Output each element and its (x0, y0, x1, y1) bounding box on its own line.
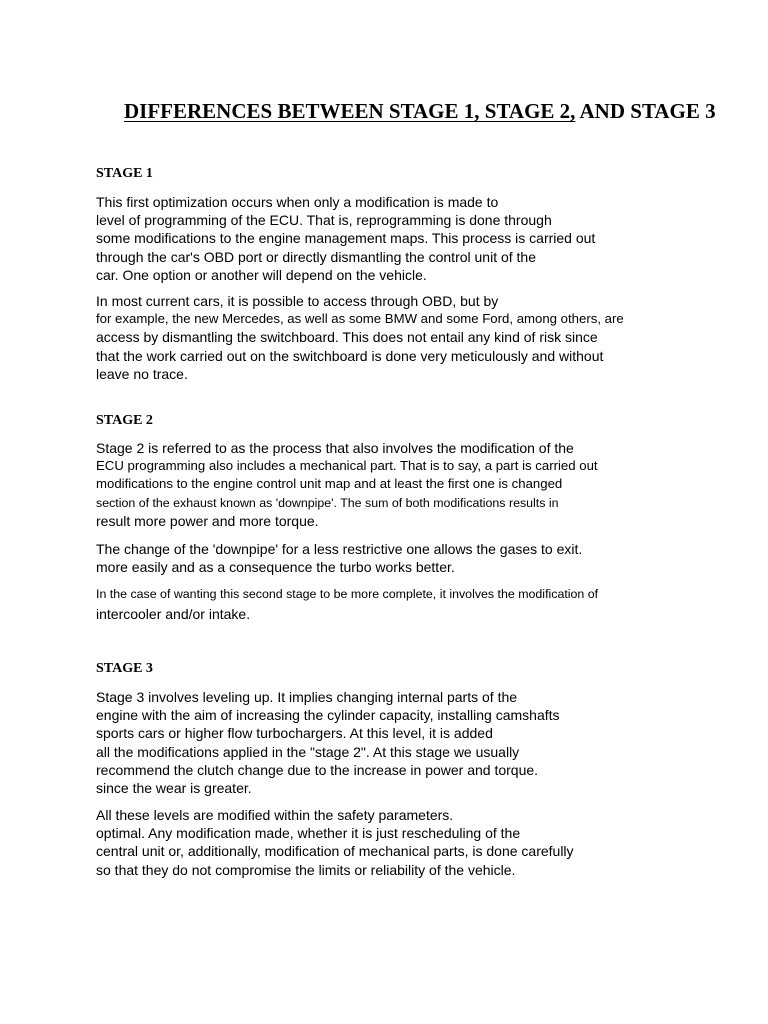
stage-2-paragraph-1 (96, 439, 598, 530)
text-line: more easily and as a consequence the turbo works better. (96, 559, 455, 576)
text-line: all the modifications applied in the "stage 2". At this stage we usually (96, 743, 520, 760)
text-line: since the wear is greater. (96, 780, 252, 797)
page-title (124, 98, 716, 124)
text-line: Stage 3 involves leveling up. It implies changing internal parts of the (96, 689, 518, 705)
text-line: Stage 2 is referred to as the process that also involves the modification of the (96, 440, 574, 456)
stage-2-paragraph-2 (96, 540, 582, 576)
text-line: ECU programming also includes a mechanical part. That is to say, a part is carried out (96, 458, 598, 474)
stage-3-paragraph-1 (96, 688, 560, 797)
text-line: engine with the aim of increasing the cylinder capacity, installing camshafts (96, 707, 560, 724)
text-line: through the car's OBD port or directly dismantling the control unit of the (96, 248, 537, 265)
stage-3-heading: STAGE 3 (96, 661, 153, 676)
text-line: modifications to the engine control unit map and at least the first one is changed (96, 476, 563, 492)
text-line: level of programming of the ECU. That is, reprogramming is done through (96, 212, 552, 229)
text-line: so that they do not compromise the limits or reliability of the vehicle. (96, 861, 516, 878)
text-line: section of the exhaust known as 'downpipe'. The sum of both modifications results in (96, 495, 559, 510)
stage-2-paragraph-3 (96, 585, 598, 623)
text-line: In the case of wanting this second stage to be more complete, it involves the modification of (96, 587, 599, 601)
text-line: result more power and more torque. (96, 512, 319, 529)
text-line: optimal. Any modification made, whether it is just rescheduling of the (96, 825, 521, 842)
text-line: intercooler and/or intake. (96, 606, 251, 623)
text-line: some modifications to the engine management maps. This process is carried out (96, 230, 596, 247)
text-line: recommend the clutch change due to the increase in power and torque. (96, 761, 539, 778)
stage-1-heading: STAGE 1 (96, 166, 153, 181)
page-title-underlined: DIFFERENCES BETWEEN STAGE 1, STAGE 2, (124, 99, 576, 123)
stage-1-paragraph-2 (96, 292, 624, 383)
text-line: that the work carried out on the switchboard is done very meticulously and without (96, 347, 604, 364)
text-line: access by dismantling the switchboard. This does not entail any kind of risk since (96, 329, 598, 346)
text-line: This first optimization occurs when only a modification is made to (96, 194, 499, 210)
text-line: In most current cars, it is possible to access through OBD, but by (96, 293, 499, 309)
text-line: sports cars or higher flow turbochargers. At this level, it is added (96, 725, 493, 742)
page-title-rest: AND STAGE 3 (575, 99, 716, 123)
text-line: car. One option or another will depend on the vehicle. (96, 266, 427, 283)
text-line: leave no trace. (96, 365, 188, 382)
text-line: All these levels are modified within the safety parameters. (96, 807, 454, 823)
text-line: central unit or, additionally, modification of mechanical parts, is done carefully (96, 843, 574, 860)
text-line: The change of the 'downpipe' for a less restrictive one allows the gases to exit. (96, 541, 583, 557)
stage-1-paragraph-1 (96, 193, 595, 284)
text-line: for example, the new Mercedes, as well as some BMW and some Ford, among others, are (96, 311, 624, 327)
stage-3-paragraph-2 (96, 806, 574, 879)
stage-2-heading: STAGE 2 (96, 413, 153, 428)
